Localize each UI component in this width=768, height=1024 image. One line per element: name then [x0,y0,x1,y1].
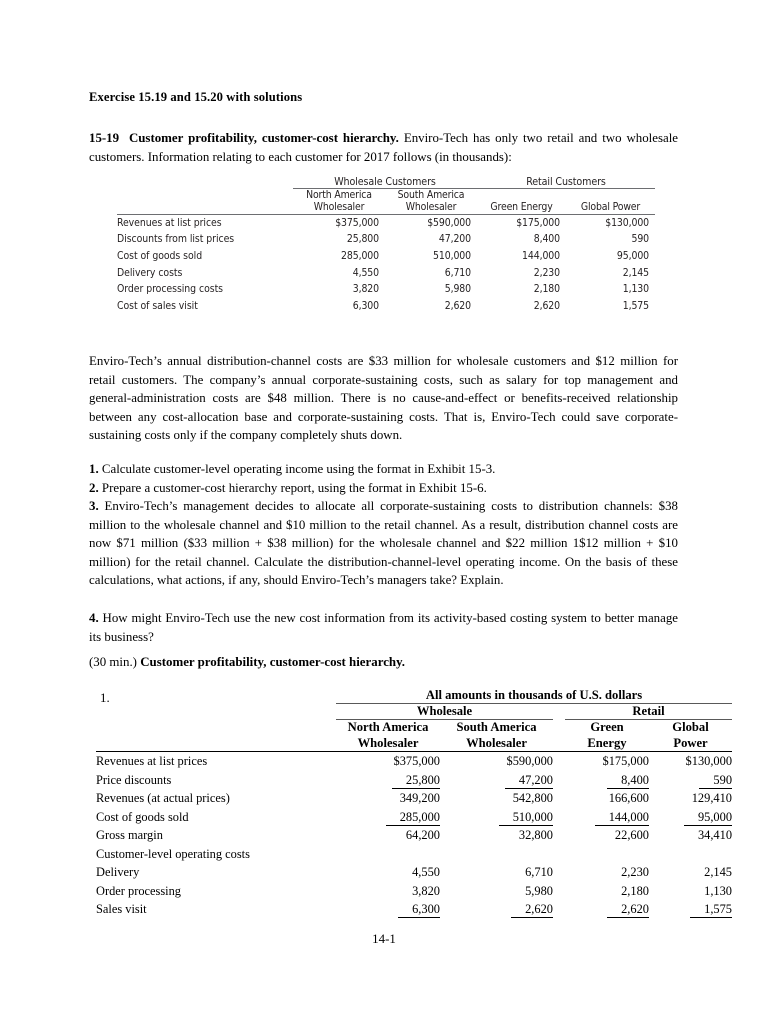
solution-cell-value: 349,200 [399,791,440,805]
solution-cell [336,752,440,771]
solution-cell [440,752,553,771]
solution-cell-value: 1,130 [704,883,733,898]
solution-col-south-america [440,720,553,752]
solution-cell [565,826,649,845]
table-row [117,248,655,265]
requirement-4 [89,609,678,646]
exhibit-col-north-america [293,189,385,214]
solution-cell [440,808,553,827]
solution-row-label: Cost of goods sold [96,809,189,824]
solution-cell-value: 25,800 [392,773,440,789]
exhibit-cell: 47,200 [438,233,471,246]
solution-gap [553,882,565,901]
solution-row-label: Gross margin [96,828,163,842]
solution-cell [336,789,440,808]
exhibit-cell: 6,300 [352,299,379,312]
exhibit-cell: 5,980 [444,283,471,296]
table-row [96,808,732,827]
solution-cell-value: 2,180 [621,883,649,898]
solution-cell-value: 95,000 [684,810,732,826]
solution-cell [336,845,440,864]
solution-cell-value: 285,000 [386,810,440,826]
solution-cell-value: $590,000 [506,754,553,768]
exhibit-column-header-row [117,189,655,214]
solution-header-gap [553,720,565,752]
problem-number: 15-19 [89,131,120,145]
table-row [96,845,732,864]
exhibit-row-label: Order processing costs [117,283,224,296]
exhibit-cell: $130,000 [605,216,650,229]
requirement-3-text: Enviro-Tech’s management decides to allocate all corporate-sustaining costs to distribution channels: $38 million to the wholesale channel and $10 million to the retail channel. As a result, distribution channel costs are now $71 million ($33 million + $38 million) for the wholesale channel and $22 million 1$12 million + $10 million) for the retail channel. Calculate the distribution-channel-level operating income. On the basis of these calculations, what actions, if any, should Enviro-Tech’s managers take? Explain. [89,499,678,588]
requirement-1-number: 1. [89,462,99,476]
solution-banner: All amounts in thousands of U.S. dollars [425,688,643,702]
exhibit-cell: $590,000 [427,216,471,229]
solution-cell [336,771,440,790]
solution-cell [565,900,649,919]
exhibit-col-north-america-line2: Wholesaler [313,201,365,214]
solution-gap [553,863,565,882]
solution-cell [649,826,732,845]
solution-col-south-america-line1: South America [456,720,537,734]
table-row [96,771,732,790]
solution-cell-value: 166,600 [608,791,649,805]
requirement-2-text: Prepare a customer-cost hierarchy report, using the format in Exhibit 15-6. [98,481,487,495]
solution-cell [565,771,649,790]
exhibit-col-global-power-label: Global Power [580,201,641,214]
exhibit-spacer-cell [117,189,293,214]
solution-gap [553,752,565,771]
solution-corner-cell [96,688,336,703]
solution-col-north-america-line2: Wholesaler [357,735,419,750]
exhibit-corner-cell [117,176,293,189]
solution-cell [440,882,553,901]
exhibit-cell: $175,000 [516,216,560,229]
solution-heading [89,655,405,670]
solution-col-green-energy-line2: Energy [587,735,627,750]
solution-cell-value: 2,230 [621,865,649,879]
solution-column-header-row [96,720,732,752]
page-footer: 14-1 [372,932,396,946]
solution-cell [649,771,732,790]
solution-table [96,688,732,919]
exhibit-cell: 4,550 [352,266,379,279]
table-row [117,214,655,231]
requirement-2 [89,479,678,498]
problem-intro-paragraph [89,129,678,166]
table-row [96,826,732,845]
table-row [96,863,732,882]
solution-cell [336,882,440,901]
exhibit-col-south-america-line2: Wholesaler [405,201,457,214]
solution-item-number: 1. [100,691,110,705]
solution-row-label: Revenues (at actual prices) [96,791,230,805]
exhibit-col-south-america-line1: South America [397,189,465,201]
solution-col-global-power-line2: Power [673,735,708,750]
solution-gap [553,826,565,845]
solution-cell [649,882,732,901]
solution-heading-text: Customer profitability, customer-cost hierarchy. [140,655,406,669]
solution-cell-value: 3,820 [412,883,440,898]
solution-cell-value: 32,800 [518,828,553,842]
solution-gap [553,789,565,808]
requirement-3-number: 3. [89,499,99,513]
solution-cell [440,771,553,790]
solution-cell-value: 510,000 [499,810,553,826]
solution-spacer-cell [96,720,336,752]
solution-cell-value: 22,600 [614,828,649,842]
solution-row-label: Sales visit [96,902,147,916]
solution-group-wholesale: Wholesale [416,704,473,718]
solution-col-global-power [649,720,732,752]
exhibit-cell: 285,000 [341,250,379,262]
exhibit-row-label: Discounts from list prices [117,233,235,246]
solution-cell-value: $375,000 [393,754,440,768]
solution-cell-value: 144,000 [595,810,649,826]
exhibit-cell: 25,800 [346,233,379,246]
requirement-3 [89,497,678,590]
solution-cell [440,900,553,919]
table-row [117,281,655,298]
exhibit-cell: 2,230 [533,266,560,279]
problem-heading: Customer profitability, customer-cost hierarchy. [128,131,399,145]
solution-col-south-america-line2: Wholesaler [466,735,527,750]
solution-cell-value: 64,200 [405,828,440,842]
requirement-4-number: 4. [89,611,99,625]
exhibit-cell: 6,710 [444,266,471,279]
exhibit-col-south-america [385,189,477,214]
solution-cell [565,863,649,882]
solution-cell [336,808,440,827]
table-row [96,882,732,901]
exhibit-col-green-energy [477,189,566,214]
exhibit-cell: 8,400 [533,233,560,246]
solution-gap [553,900,565,919]
solution-cell [440,845,553,864]
solution-gap [553,845,565,864]
solution-cell-value: 34,410 [697,828,733,842]
solution-cell-value: 129,410 [691,791,733,805]
solution-col-north-america [336,720,440,752]
exhibit-cell: 3,820 [352,283,379,296]
solution-row-label: Order processing [96,883,181,898]
exhibit-col-green-energy-label: Green Energy [490,201,553,214]
exhibit-cell: 590 [631,233,650,246]
solution-cell [649,845,732,864]
problem-body-paragraph: Enviro-Tech’s annual distribution-channel costs are $33 million for wholesale customers and $12 million for retail customers. The company’s annual corporate-sustaining costs, such as salary for top management and general-administration costs are $48 million. There is no cause-and-effect or benefits-received relationship between any cost-allocation base and corporate-sustaining costs. That is, Enviro-Tech could save corporate-sustaining costs only if the company completely shuts down. [89,354,678,443]
exhibit-col-global-power [566,189,655,214]
solution-group-header-row [96,704,732,720]
solution-gap [553,771,565,790]
solution-spacer-cell [96,704,336,720]
solution-row-label: Revenues at list prices [96,754,208,768]
solution-group-gap [553,704,565,720]
exhibit-cell: 95,000 [616,250,650,262]
table-row [96,900,732,919]
solution-cell [440,863,553,882]
exhibit-cell: 1,130 [622,283,650,296]
solution-cell-value: 2,620 [607,902,649,918]
solution-cell-value: $130,000 [685,754,733,768]
table-row [117,265,655,282]
solution-col-green-energy [565,720,649,752]
solution-cell-value: 2,145 [704,865,733,879]
exhibit-cell: 2,620 [533,299,560,312]
solution-cell-value: 4,550 [412,865,440,879]
solution-cell-value: 2,620 [511,902,553,918]
solution-row-label: Customer-level operating costs [96,846,250,861]
table-row [117,231,655,248]
exhibit-cell: 2,620 [444,299,471,312]
exhibit-cell: 1,575 [622,299,650,312]
table-row [96,789,732,808]
exhibit-cell: 144,000 [522,250,560,262]
solution-cell-value: $175,000 [602,754,649,768]
solution-cell-value: 6,710 [525,865,553,879]
exhibit-cell: $375,000 [335,216,379,229]
solution-cell [649,863,732,882]
solution-cell [565,752,649,771]
solution-cell [649,808,732,827]
exhibit-table [117,176,652,314]
requirement-1-text: Calculate customer-level operating income using the format in Exhibit 15-3. [98,462,496,476]
solution-col-global-power-line1: Global [672,720,709,734]
solution-cell-value: 542,800 [512,791,553,805]
solution-cell-value: 5,980 [525,883,553,898]
solution-cell [565,789,649,808]
table-row [117,298,655,315]
table-row [96,752,732,771]
exhibit-col-north-america-line1: North America [306,189,372,201]
exhibit-row-label: Cost of sales visit [117,299,198,312]
solution-group-retail: Retail [632,704,665,718]
solution-cell [336,863,440,882]
problem-intro-text: Enviro-Tech has only two retail and two wholesale customers. Information relating to each customer for 2017 follows (in thousands): [89,131,678,164]
exhibit-group-wholesale: Wholesale Customers [293,176,477,189]
exhibit-row-label: Cost of goods sold [117,250,203,262]
solution-cell [336,900,440,919]
solution-cell [336,826,440,845]
solution-cell [565,882,649,901]
solution-time-note: (30 min.) [89,655,137,669]
exhibit-cell: 2,145 [622,266,650,279]
page-title: Exercise 15.19 and 15.20 with solutions [89,90,303,104]
solution-cell [440,789,553,808]
requirement-2-number: 2. [89,481,99,495]
exhibit-group-header-row [117,176,655,189]
solution-cell-value: 590 [699,773,732,789]
solution-row-label: Price discounts [96,772,172,787]
solution-cell-value: 6,300 [398,902,440,918]
solution-row-label: Delivery [96,865,140,879]
solution-gap [553,808,565,827]
exhibit-row-label: Delivery costs [117,266,183,279]
requirement-1 [89,460,678,479]
exhibit-cell: 2,180 [533,283,560,296]
solution-col-green-energy-line1: Green [590,720,624,734]
solution-cell [649,789,732,808]
solution-cell [649,900,732,919]
exhibit-row-label: Revenues at list prices [117,216,222,229]
exhibit-group-retail: Retail Customers [477,176,655,189]
solution-cell-value: 1,575 [690,902,732,918]
solution-col-north-america-line1: North America [347,720,429,734]
solution-cell-value: 8,400 [607,773,649,789]
exhibit-cell: 510,000 [433,250,471,262]
solution-cell-value: 47,200 [505,773,553,789]
solution-cell [565,808,649,827]
solution-banner-row [96,688,732,703]
solution-cell [649,752,732,771]
solution-cell [440,826,553,845]
requirement-4-text: How might Enviro-Tech use the new cost information from its activity-based costing system to better manage its business? [89,611,678,644]
solution-cell [565,845,649,864]
